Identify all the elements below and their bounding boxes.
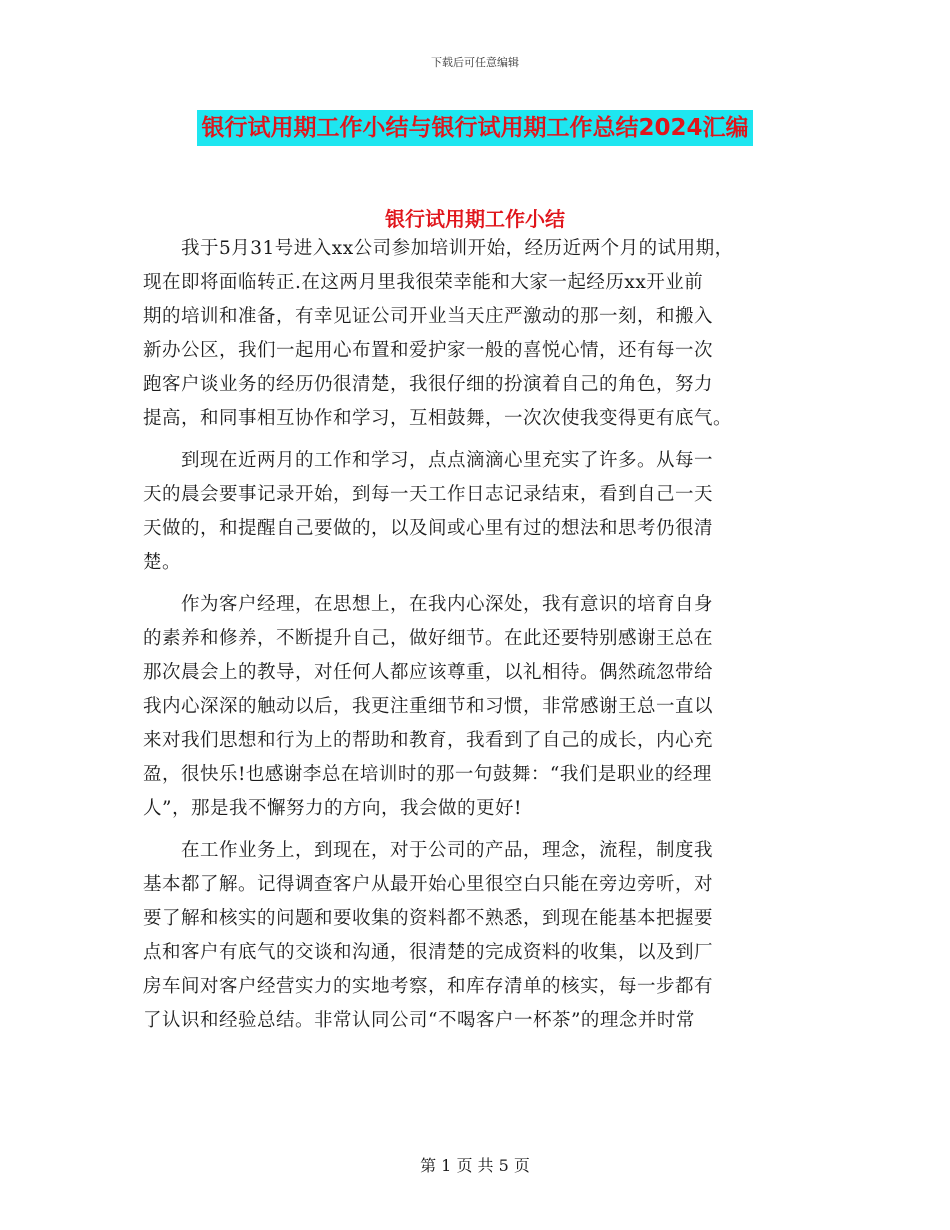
text-line: 新办公区，我们一起用心布置和爱护家一般的喜悦心情，还有每一次 <box>143 340 714 361</box>
text-line: 来对我们思想和行为上的帮助和教育，我看到了自己的成长，内心充 <box>143 730 714 751</box>
text-line: 了认识和经验总结。非常认同公司“不喝客户一杯茶”的理念并时常 <box>143 1010 695 1031</box>
text-line: 的素养和修养，不断提升自己，做好细节。在此还要特别感谢王总在 <box>143 628 714 649</box>
page-number: 第 1 页 共 5 页 <box>420 1156 530 1175</box>
text-line: 我内心深深的触动以后，我更注重细节和习惯，非常感谢王总一直以 <box>143 696 714 717</box>
text-line: 跑客户谈业务的经历仍很清楚，我很仔细的扮演着自己的角色，努力 <box>143 374 714 395</box>
document-title-wrap <box>0 110 950 146</box>
text-line: 房车间对客户经营实力的实地考察，和库存清单的核实，每一步都有 <box>143 976 714 997</box>
header-note: 下载后可任意编辑 <box>431 56 519 69</box>
text-line: 天做的，和提醒自己要做的，以及间或心里有过的想法和思考仍很清 <box>143 518 714 539</box>
text-line: 盈，很快乐!也感谢李总在培训时的那一句鼓舞：“我们是职业的经理 <box>143 764 712 785</box>
text-line: 点和客户有底气的交谈和沟通，很清楚的完成资料的收集，以及到厂 <box>143 942 714 963</box>
text-line: 期的培训和准备，有幸见证公司开业当天庄严激动的那一刻，和搬入 <box>143 306 714 327</box>
text-line: 到现在近两月的工作和学习，点点滴滴心里充实了许多。从每一 <box>143 450 714 471</box>
text-line: 那次晨会上的教导，对任何人都应该尊重，以礼相待。偶然疏忽带给 <box>143 662 714 683</box>
text-line: 楚。 <box>143 552 182 573</box>
text-line: 在工作业务上，到现在，对于公司的产品，理念，流程，制度我 <box>143 840 714 861</box>
document-title: 银行试用期工作小结与银行试用期工作总结2024汇编 <box>197 110 752 146</box>
text-line: 要了解和核实的问题和要收集的资料都不熟悉，到现在能基本把握要 <box>143 908 714 929</box>
text-line: 现在即将面临转正.在这两月里我很荣幸能和大家一起经历xx开业前 <box>143 272 704 293</box>
text-line: 提高，和同事相互协作和学习，互相鼓舞，一次次使我变得更有底气。 <box>143 408 733 429</box>
text-line: 我于5月31号进入xx公司参加培训开始，经历近两个月的试用期， <box>143 238 734 259</box>
text-line: 作为客户经理，在思想上，在我内心深处，我有意识的培育自身 <box>143 594 714 615</box>
text-line: 基本都了解。记得调查客户从最开始心里很空白只能在旁边旁听，对 <box>143 874 714 895</box>
text-line: 人”，那是我不懈努力的方向，我会做的更好! <box>143 798 522 819</box>
section-title: 银行试用期工作小结 <box>385 207 565 231</box>
text-line: 天的晨会要事记录开始，到每一天工作日志记录结束，看到自己一天 <box>143 484 714 505</box>
